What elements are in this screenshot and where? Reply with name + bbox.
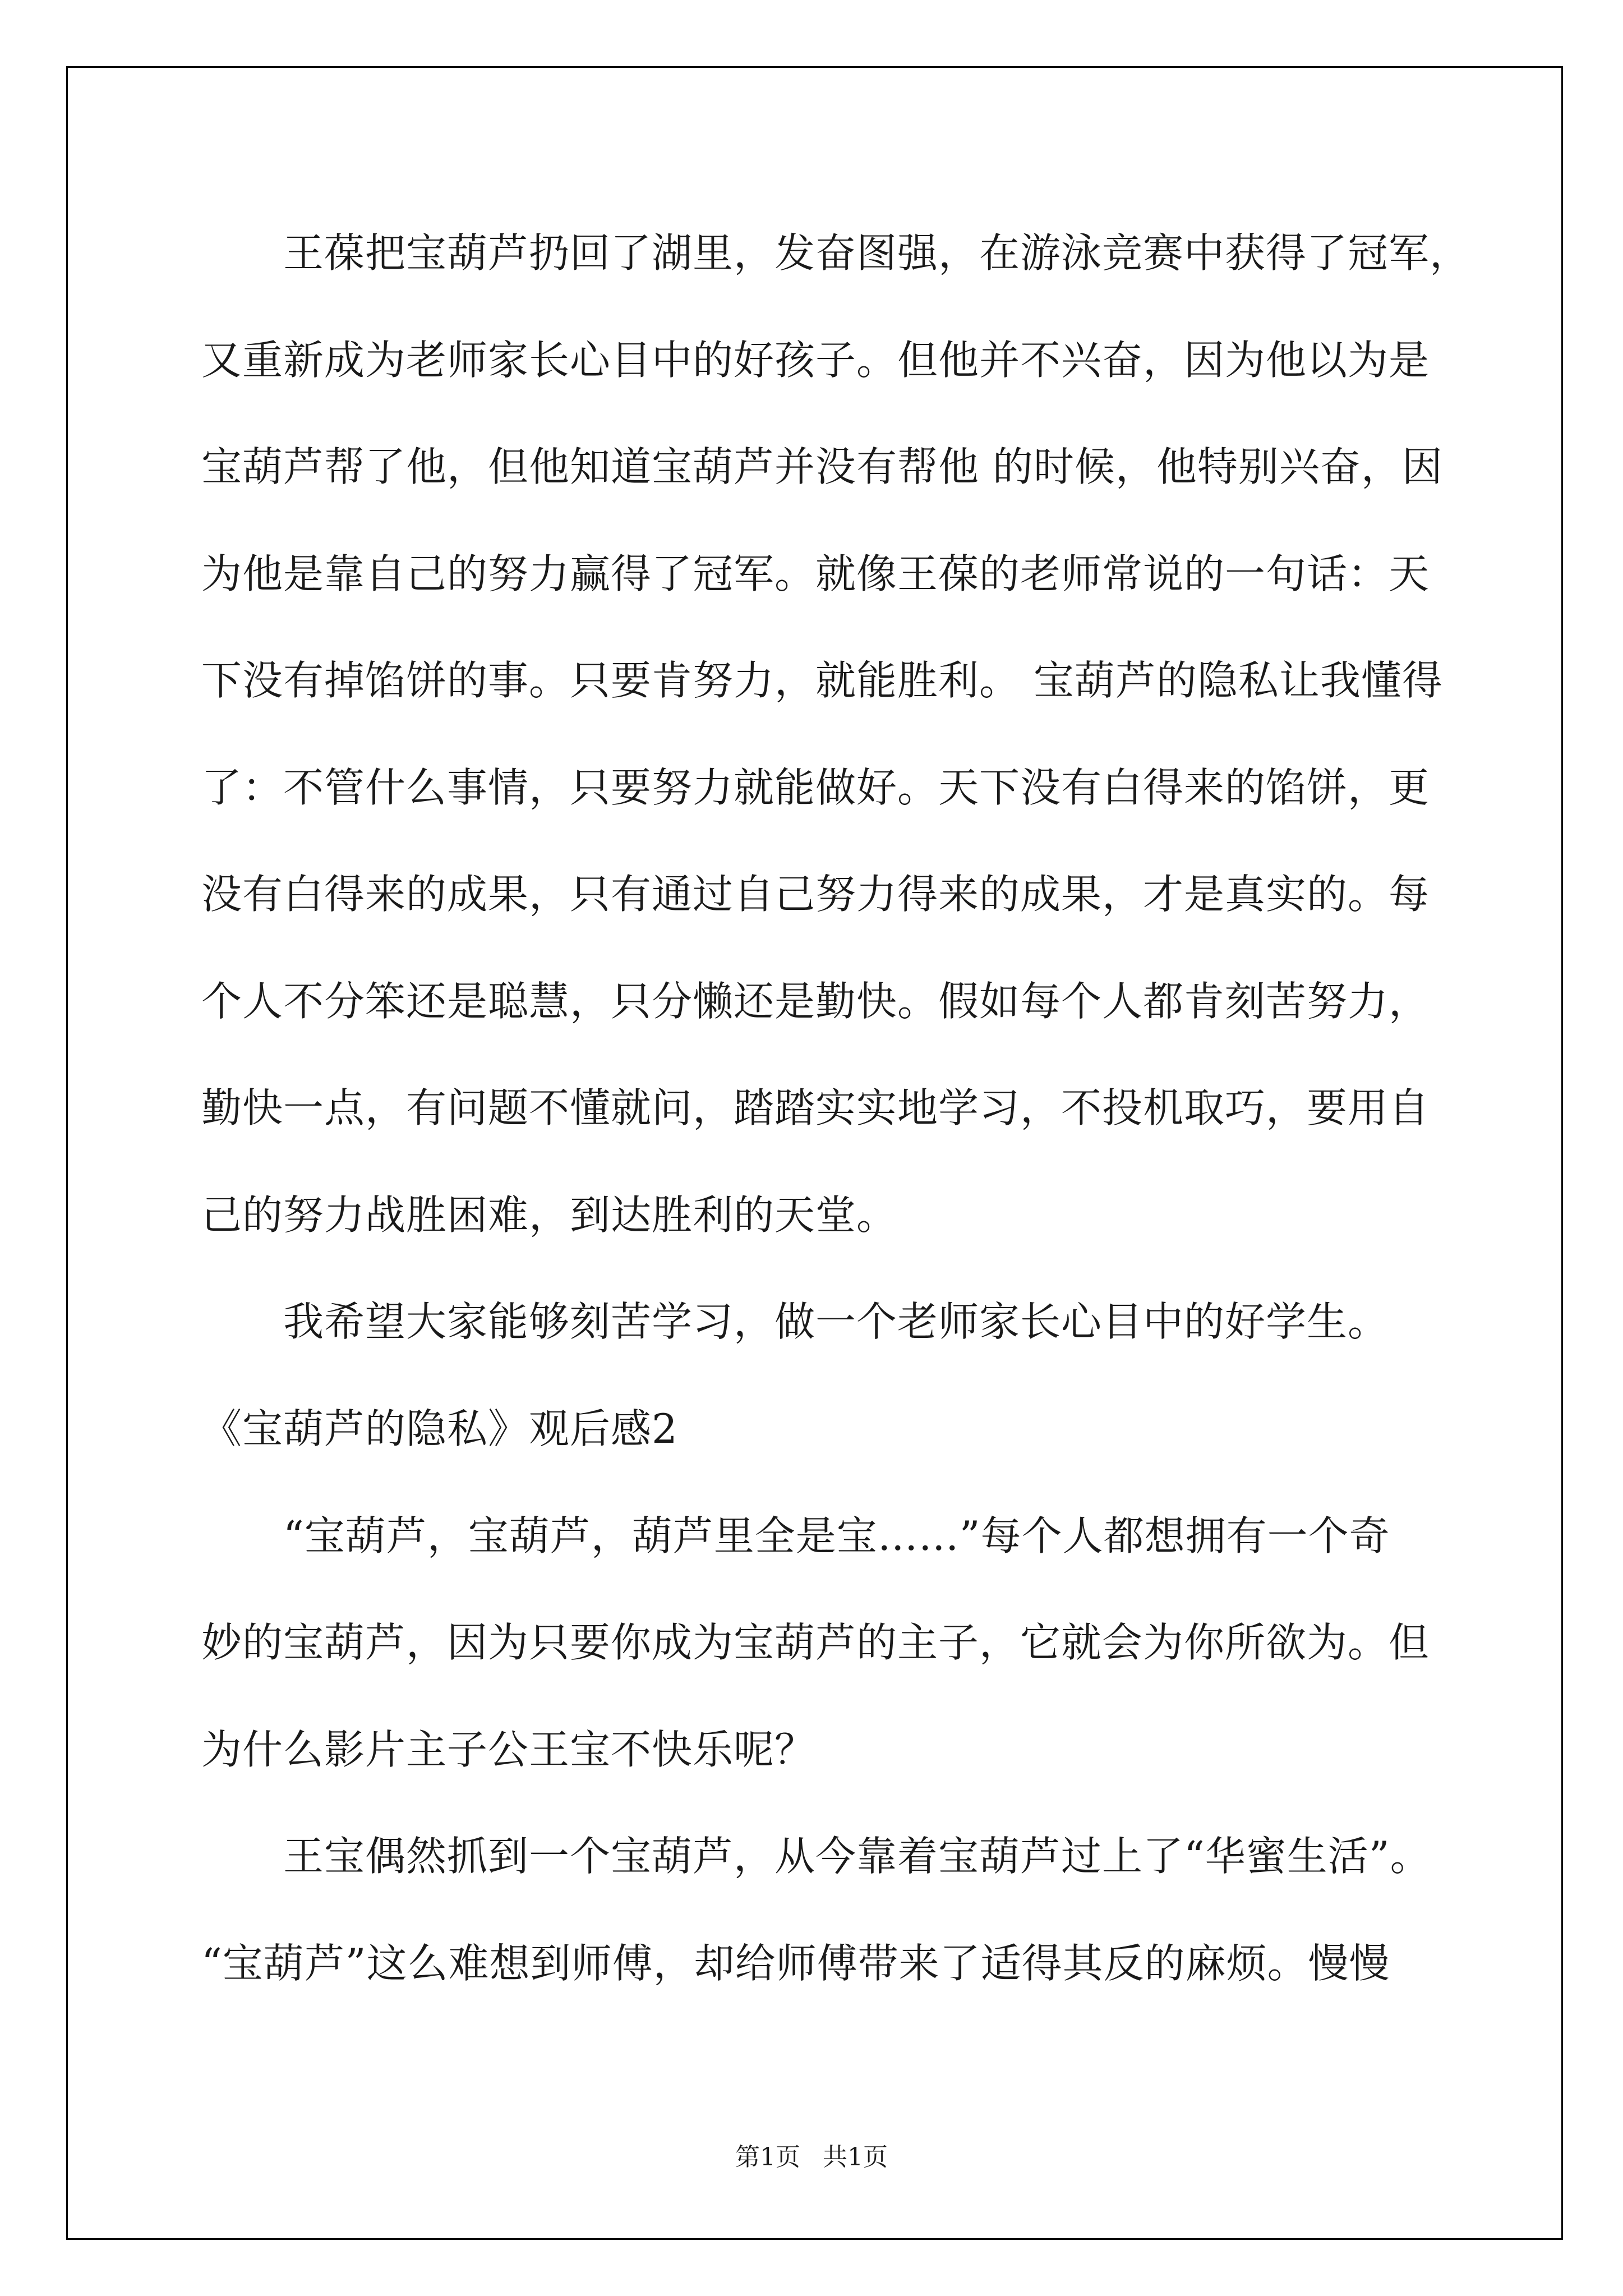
text-line: 王宝偶然抓到一个宝葫芦，从今靠着宝葫芦过上了“华蜜生活”。: [283, 1833, 1431, 1880]
section-heading: 《宝葫芦的隐私》观后感2: [201, 1405, 678, 1453]
text-line: 妙的宝葫芦，因为只要你成为宝葫芦的主子，它就会为你所欲为。但: [201, 1619, 1430, 1667]
paragraph: [201, 1483, 1547, 1803]
text-line: 又重新成为老师家长心目中的好孩子。但他并不兴奋，因为他以为是: [201, 336, 1430, 384]
text-line: 下没有掉馅饼的事。只要肯努力，就能胜利。 宝葫芦的隐私让我懂得: [201, 657, 1443, 705]
paragraph: [201, 1803, 1547, 2017]
paragraph: [201, 200, 1547, 1268]
text-line: 为他是靠自己的努力赢得了冠军。就像王葆的老师常说的一句话：天: [201, 550, 1430, 597]
page-total: 共1页: [823, 2143, 888, 2171]
text-line: 勤快一点，有问题不懂就问，踏踏实实地学习，不投机取巧，要用自: [201, 1084, 1430, 1132]
text-line: 了：不管什么事情，只要努力就能做好。天下没有白得来的馅饼，更: [201, 763, 1430, 811]
text-line: “宝葫芦”这么难想到师傅，却给师傅带来了适得其反的麻烦。慢慢: [201, 1939, 1390, 1987]
text-line: 我希望大家能够刻苦学习，做一个老师家长心目中的好学生。: [283, 1298, 1389, 1346]
page-number: 第1页: [735, 2143, 800, 2171]
text-line: 王葆把宝葫芦扔回了湖里，发奋图强，在游泳竞赛中获得了冠军，: [283, 229, 1471, 277]
document-body: [201, 200, 1547, 2017]
text-line: 个人不分笨还是聪慧，只分懒还是勤快。假如每个人都肯刻苦努力，: [201, 977, 1430, 1025]
text-line: 宝葫芦帮了他，但他知道宝葫芦并没有帮他 的时候，他特别兴奋，因: [201, 443, 1443, 491]
text-line: 己的努力战胜困难，到达胜利的天堂。: [201, 1191, 898, 1239]
text-line: 没有白得来的成果，只有通过自己努力得来的成果，才是真实的。每: [201, 871, 1430, 918]
text-line: 为什么影片主子公王宝不快乐呢？: [201, 1726, 816, 1773]
text-line: “宝葫芦，宝葫芦，葫芦里全是宝……”每个人都想拥有一个奇: [283, 1512, 1390, 1559]
page-footer: [0, 2141, 1623, 2174]
paragraph: [201, 1268, 1547, 1375]
